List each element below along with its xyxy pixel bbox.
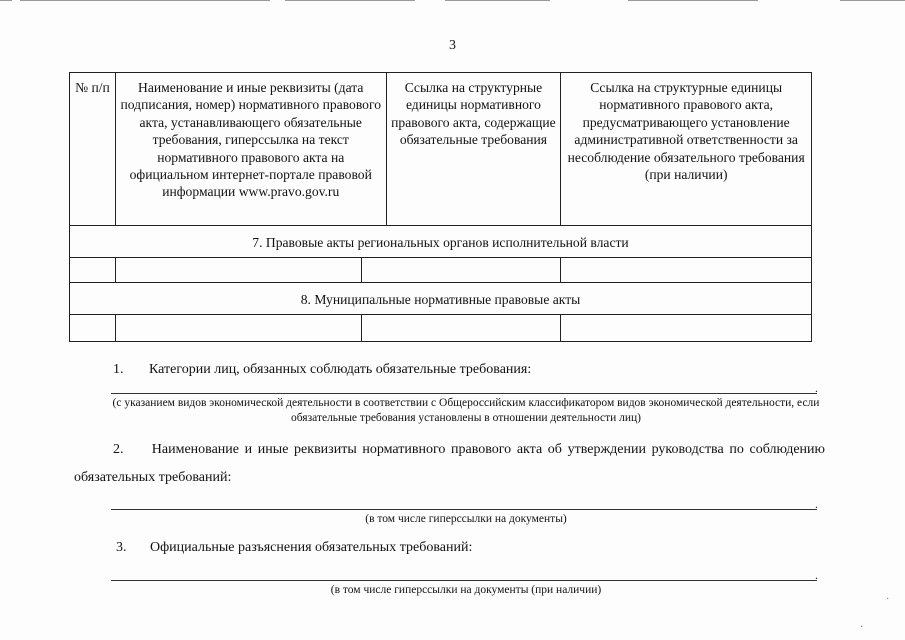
page-number: 3 <box>449 38 456 53</box>
item-2-number: 2. <box>113 442 124 457</box>
item-2-line-end: . <box>815 497 818 511</box>
scan-mark: · <box>860 622 864 633</box>
table-cell <box>70 315 116 342</box>
item-2 <box>74 436 825 492</box>
item-2-text: Наименование и иные реквизиты нормативного правового акта об утверждении руководства по соблюдению обязательных требований: <box>74 442 826 485</box>
section-row <box>70 283 812 315</box>
item-1-text: Категории лиц, обязанных соблюдать обязательные требования: <box>149 362 532 377</box>
table-cell <box>561 258 812 283</box>
table-row <box>70 258 812 283</box>
scan-top-edge <box>0 0 905 2</box>
table-cell <box>362 258 560 282</box>
header-structural-units: Ссылка на структурные единицы нормативного правового акта, содержащие обязательные требования <box>386 73 561 226</box>
section-row <box>70 226 812 258</box>
table-cell-pair <box>116 258 560 282</box>
table-cell <box>116 258 362 282</box>
requirements-table <box>69 72 812 342</box>
item-3-fill-line <box>111 580 817 581</box>
scan-mark: · <box>886 594 890 605</box>
item-3-line-end: . <box>815 568 818 582</box>
item-1-line-end: . <box>815 381 818 395</box>
section-municipal-acts: 8. Муниципальные нормативные правовые акты <box>70 283 812 315</box>
header-number: № п/п <box>70 73 116 226</box>
item-2-fill-line <box>111 509 817 510</box>
section-regional-acts: 7. Правовые акты региональных органов исполнительной власти <box>70 226 812 258</box>
item-3-hint: (в том числе гиперссылки на документы (при наличии) <box>330 584 602 596</box>
item-1-fill-line <box>111 393 817 394</box>
table-cell <box>561 315 812 342</box>
table-row <box>70 315 812 342</box>
table-cell <box>362 315 560 341</box>
table-cell <box>70 258 116 283</box>
item-1-number: 1. <box>113 362 124 377</box>
item-3-text: Официальные разъяснения обязательных требований: <box>150 540 473 555</box>
item-1-hint: (с указанием видов экономической деятельности в соответствии с Общероссийским классификатором видов экономической деятельности, если обязательные требования установлены в отношении деятельности лиц) <box>112 397 820 424</box>
table-header-row <box>70 73 812 226</box>
item-3-number: 3. <box>116 540 127 555</box>
table-cell-pair <box>116 315 560 341</box>
header-act-details: Наименование и иные реквизиты (дата подписания, номер) нормативного правового акта, устанавливающего обязательные требования, гиперссылка на текст нормативного правового акта на официальном интернет-портале правовой информации www.pravo.gov.ru <box>115 73 386 226</box>
item-2-hint: (в том числе гиперссылки на документы) <box>365 513 567 525</box>
table-cell <box>116 315 362 341</box>
header-administrative-liability: Ссылка на структурные единицы нормативного правового акта, предусматривающего установление административной ответственности за несоблюдение обязательного требования (при наличии) <box>561 73 812 226</box>
